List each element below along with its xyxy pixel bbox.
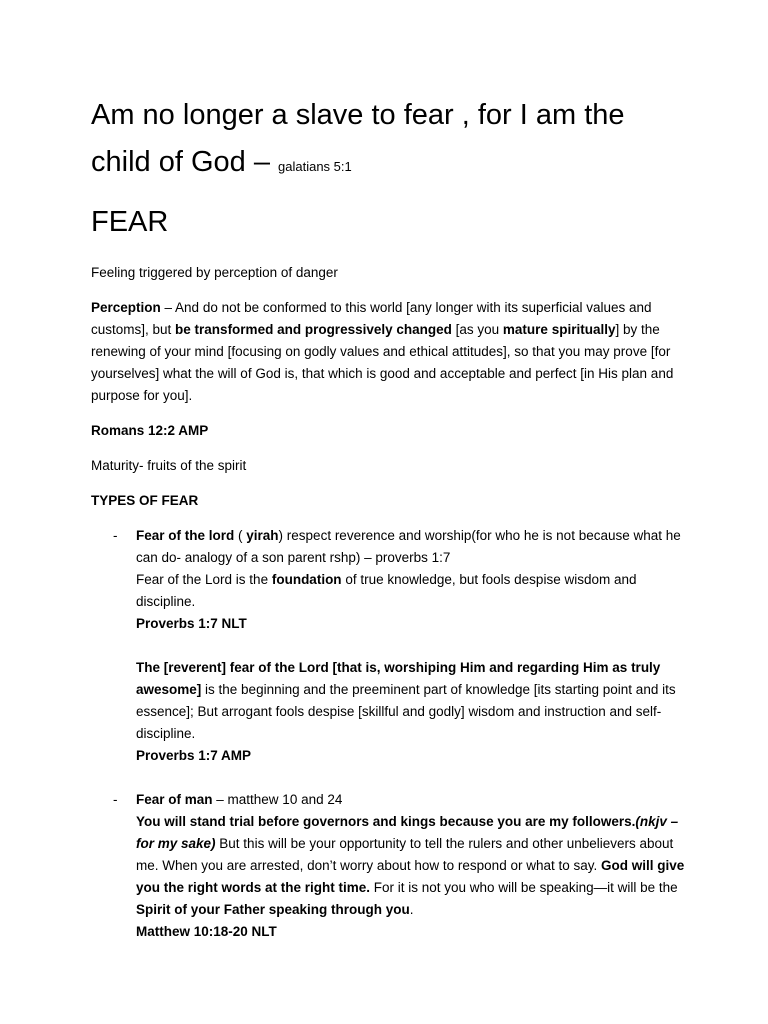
title-line-1: Am no longer a slave to fear , for I am the (91, 99, 625, 131)
perception-paragraph: Perception – And do not be conformed to this world [any longer with its superficial values and customs], but be transformed and progressively changed [as you mature spiritually] by the renewing of your mind [focusing on godly values and ethical attitudes], so that you may prove [for yourselves] what the will of God is, that which is good and acceptable and perfect [in His plan and purpose for you]. (91, 300, 674, 403)
matthew-reference: Matthew 10:18-20 NLT (136, 924, 277, 939)
romans-reference: Romans 12:2 AMP (91, 423, 209, 438)
section-heading-fear: FEAR (91, 206, 169, 238)
title-scripture-reference: galatians 5:1 (278, 159, 352, 174)
list-dash: - (113, 792, 118, 807)
fear-definition: Feeling triggered by perception of danger (91, 265, 338, 280)
types-of-fear-list (91, 525, 691, 943)
perception-label: Perception (91, 300, 161, 315)
list-item-fear-of-the-lord: - Fear of the lord ( yirah) respect reverence and worship(for who he is not because what he can do- analogy of a son parent rshp) – proverbs 1:7 Fear of the Lord is the foundation of true knowledge, but fools despise wisdom and discipline. Proverbs 1:7 NLT The [reverent] fear of the Lord [that is, worshiping Him and regarding Him as truly awesome] is the beginning and the preeminent part of knowledge [its starting point and its essence]; But arrogant fools despise [skillful and godly] wisdom and instruction and self-discipline. Proverbs 1:7 AMP (91, 525, 691, 767)
document-page (91, 92, 691, 943)
list-item-fear-of-man: - Fear of man – matthew 10 and 24 You will stand trial before governors and kings because you are my followers.(nkjv – for my sake) But this will be your opportunity to tell the rulers and other unbelievers about me. When you are arrested, don’t worry about how to respond or what to say. God will give you the right words at the right time. For it is not you who will be speaking—it will be the Spirit of your Father speaking through you. Matthew 10:18-20 NLT (91, 789, 691, 943)
list-dash: - (113, 528, 118, 543)
title-line-2: child of God – (91, 146, 270, 178)
types-of-fear-heading: TYPES OF FEAR (91, 493, 199, 508)
proverbs-nlt-reference: Proverbs 1:7 NLT (136, 616, 247, 631)
maturity-note: Maturity- fruits of the spirit (91, 458, 247, 473)
proverbs-amp-reference: Proverbs 1:7 AMP (136, 748, 252, 763)
document-title (91, 92, 691, 190)
